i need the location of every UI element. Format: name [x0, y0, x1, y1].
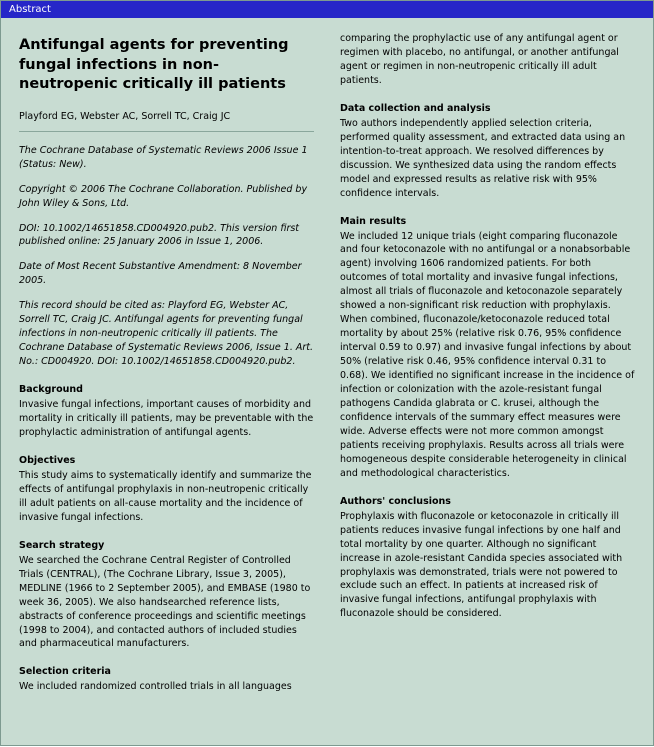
meta-citation: This record should be cited as: Playford EG, Webster AC, Sorrell TC, Craig JC. Antifungal agents for preventing fungal infections in non-neutropenic critically ill patients. The Cochrane Database of Systematic Reviews 2006, Issue 1. Art. No.: CD004920. DOI: 10.1002/14651858.CD004920.pub2.	[19, 300, 314, 368]
section-body: comparing the prophylactic use of any antifungal agent or regimen with placebo, no antifungal, or another antifungal agent or regimen in non-neutropenic critically ill adult patients.	[340, 33, 619, 86]
section-body: We included randomized controlled trials in all languages	[19, 681, 292, 693]
section-heading: Background	[19, 384, 83, 396]
section-heading: Main results	[340, 215, 407, 227]
section-body: Two authors independently applied selection criteria, performed quality assessment, and extracted data using an intention-to-treat approach. We resolved differences by discussion. We synthesized data using the random effects model and expressed results as relative risk with 95% confidence intervals.	[340, 117, 626, 199]
abstract-content	[1, 18, 653, 747]
section-heading: Objectives	[19, 454, 76, 466]
section-heading: Search strategy	[19, 539, 105, 551]
meta-copyright: Copyright © 2006 The Cochrane Collaboration. Published by John Wiley & Sons, Ltd.	[19, 183, 308, 209]
section-body: Prophylaxis with fluconazole or ketoconazole in critically ill patients reduces invasive fungal infections by one half and total mortality by one quarter. Although no significant increase in azole-resistant Candida species associated with prophylaxis was demonstrated, trials were not powered to exclude such an effect. In patients at increased risk of invasive fungal infections, antifungal prophylaxis with fluconazole should be considered.	[340, 510, 623, 620]
section-authors-conclusions	[340, 496, 635, 622]
page-title: Antifungal agents for preventing fungal infections in non-neutropenic critically ill patients	[19, 37, 289, 93]
section-body: We included 12 unique trials (eight comparing fluconazole and four ketoconazole with no antifungal or a nonabsorbable agent) involving 1606 randomized patients. For both outcomes of total mortality and invasive fungal infections, almost all trials of fluconazole and ketoconazole separately showed a non-significant risk reduction with prophylaxis. When combined, fluconazole/ketoconazole reduced total mortality by about 25% (relative risk 0.76, 95% confidence interval 0.59 to 0.97) and invasive fungal infections by about 50% (relative risk 0.46, 95% confidence interval 0.31 to 0.68). We identified no significant increase in the incidence of infection or colonization with the azole-resistant fungal pathogens Candida glabrata or C. krusei, although the confidence intervals of the summary effect measures were wide. Adverse effects were not more common amongst patients receiving prophylaxis. Results across all trials were homogeneous despite considerable heterogeneity in clinical and methodological characteristics.	[340, 230, 635, 479]
section-objectives	[19, 455, 314, 525]
section-selection-criteria	[19, 666, 314, 694]
left-column	[19, 32, 314, 747]
author-list: Playford EG, Webster AC, Sorrell TC, Craig JC	[19, 111, 314, 132]
section-heading: Authors' conclusions	[340, 495, 451, 507]
section-main-results	[340, 216, 635, 481]
section-body: Invasive fungal infections, important causes of morbidity and mortality in critically ill patients, may be preventable with the prophylactic administration of antifungal agents.	[19, 399, 314, 438]
section-body: This study aims to systematically identify and summarize the effects of antifungal prophylaxis in non-neutropenic critically ill adult patients on all-cause mortality and the incidence of invasive fungal infections.	[19, 469, 312, 523]
tab-abstract[interactable]: Abstract	[1, 1, 61, 18]
tab-bar	[1, 1, 653, 18]
section-background	[19, 384, 314, 440]
right-column	[340, 32, 635, 747]
section-selection-criteria-continued	[340, 32, 635, 88]
section-heading: Data collection and analysis	[340, 102, 491, 114]
meta-amendment: Date of Most Recent Substantive Amendment: 8 November 2005.	[19, 261, 302, 287]
publication-metadata	[19, 144, 314, 369]
section-body: We searched the Cochrane Central Register of Controlled Trials (CENTRAL), (The Cochrane Library, Issue 3, 2005), MEDLINE (1966 to 2 September 2005), and EMBASE (1980 to week 36, 2005). We also handsearched reference lists, abstracts of conference proceedings and scientific meetings (1998 to 2004), and contacted authors of included studies and pharmaceutical manufacturers.	[19, 554, 311, 650]
section-search-strategy	[19, 540, 314, 652]
section-data-collection	[340, 103, 635, 201]
meta-source: The Cochrane Database of Systematic Reviews 2006 Issue 1 (Status: New).	[19, 144, 308, 170]
section-heading: Selection criteria	[19, 666, 111, 678]
meta-doi: DOI: 10.1002/14651858.CD004920.pub2. This version first published online: 25 January 2006 in Issue 1, 2006.	[19, 222, 300, 248]
